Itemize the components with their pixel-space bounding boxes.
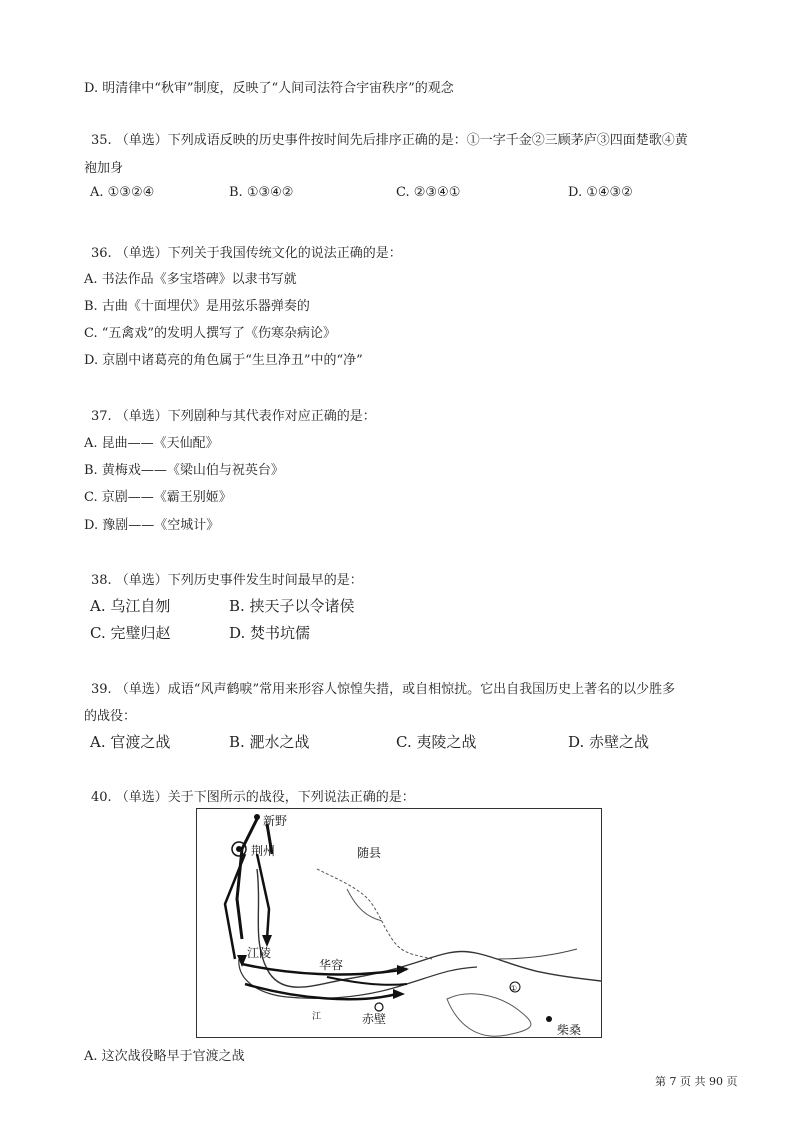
arrow-head [393,989,405,999]
city-marker [546,1016,552,1022]
label-xinye: 新野 [263,814,288,828]
q39-option-b[interactable]: B. 淝水之战 [229,733,310,751]
q38-option-a[interactable]: A. 乌江自刎 [90,597,171,615]
q37-option-c[interactable]: C. 京剧——《霸王别姬》 [84,490,232,505]
label-circle-1: ① [510,984,518,993]
q36-option-c[interactable]: C. “五禽戏”的发明人撰写了《伤寒杂病论》 [84,326,337,341]
q36-option-b[interactable]: B. 古曲《十面埋伏》是用弦乐器弹奏的 [84,299,310,314]
q39-option-c[interactable]: C. 夷陵之战 [396,733,477,751]
q37-option-d[interactable]: D. 豫剧——《空城计》 [84,518,220,533]
q39-stem: 39. （单选）成语“风声鹤唳”常用来形容人惊惶失措，或自相惊扰。它出自我国历史上著名的以少胜多 [91,682,676,697]
page-footer: 第 7 页 共 90 页 [655,1075,738,1088]
route-arrow [237,819,257,939]
q39-option-a[interactable]: A. 官渡之战 [90,733,171,751]
q38-option-b[interactable]: B. 挟天子以令诸侯 [229,597,355,615]
river-line [347,889,382,921]
q36-option-a[interactable]: A. 书法作品《多宝塔碑》以隶书写就 [84,272,297,287]
q39-stem-cont: 的战役： [84,709,137,724]
route-arrow [225,854,245,959]
q35-option-b[interactable]: B. ①③④② [229,185,294,200]
label-chaisang: 柴桑 [557,1023,582,1037]
q38-stem: 38. （单选）下列历史事件发生时间最早的是： [91,573,363,588]
label-jiangling: 江陵 [247,946,272,960]
label-huarong: 华容 [319,958,344,972]
route-arrow [245,984,397,999]
q40-stem: 40. （单选）关于下图所示的战役，下列说法正确的是： [91,790,415,805]
city-marker [375,1003,383,1011]
battle-map [196,808,602,1038]
q35-option-a[interactable]: A. ①③②④ [90,185,155,200]
q35-stem: 35. （单选）下列成语反映的历史事件按时间先后排序正确的是：①一字千金②三顾茅庐③四面楚歌④黄 [91,133,688,148]
river-line [497,949,577,959]
q37-stem: 37. （单选）下列剧种与其代表作对应正确的是： [91,409,376,424]
city-marker [236,846,242,852]
q39-option-d[interactable]: D. 赤壁之战 [568,733,650,751]
q36-stem: 36. （单选）下列关于我国传统文化的说法正确的是： [91,246,402,261]
q35-stem-cont: 袍加身 [84,161,124,176]
q35-option-d[interactable]: D. ①④③② [568,185,633,200]
q40-option-a[interactable]: A. 这次战役略早于官渡之战 [84,1049,245,1064]
city-marker [254,814,260,820]
q38-option-c[interactable]: C. 完璧归赵 [90,624,171,642]
label-jiang: 江 [312,1012,322,1022]
lake-outline [447,994,531,1036]
q36-option-d[interactable]: D. 京剧中诸葛亮的角色属于“生旦净丑”中的“净” [84,353,363,368]
q37-option-b[interactable]: B. 黄梅戏——《梁山伯与祝英台》 [84,463,284,478]
river-line [257,869,601,987]
label-suixian: 随县 [357,846,382,860]
boundary-line [317,869,432,959]
q37-option-a[interactable]: A. 昆曲——《天仙配》 [84,436,219,451]
q35-option-c[interactable]: C. ②③④① [396,185,461,200]
q38-option-d[interactable]: D. 焚书坑儒 [229,624,311,642]
prev-option-d: D. 明清律中“秋审”制度，反映了“人间司法符合宇宙秩序”的观念 [84,81,454,96]
label-jingzhou: 荆州 [251,844,276,858]
label-chibi: 赤壁 [362,1012,387,1026]
